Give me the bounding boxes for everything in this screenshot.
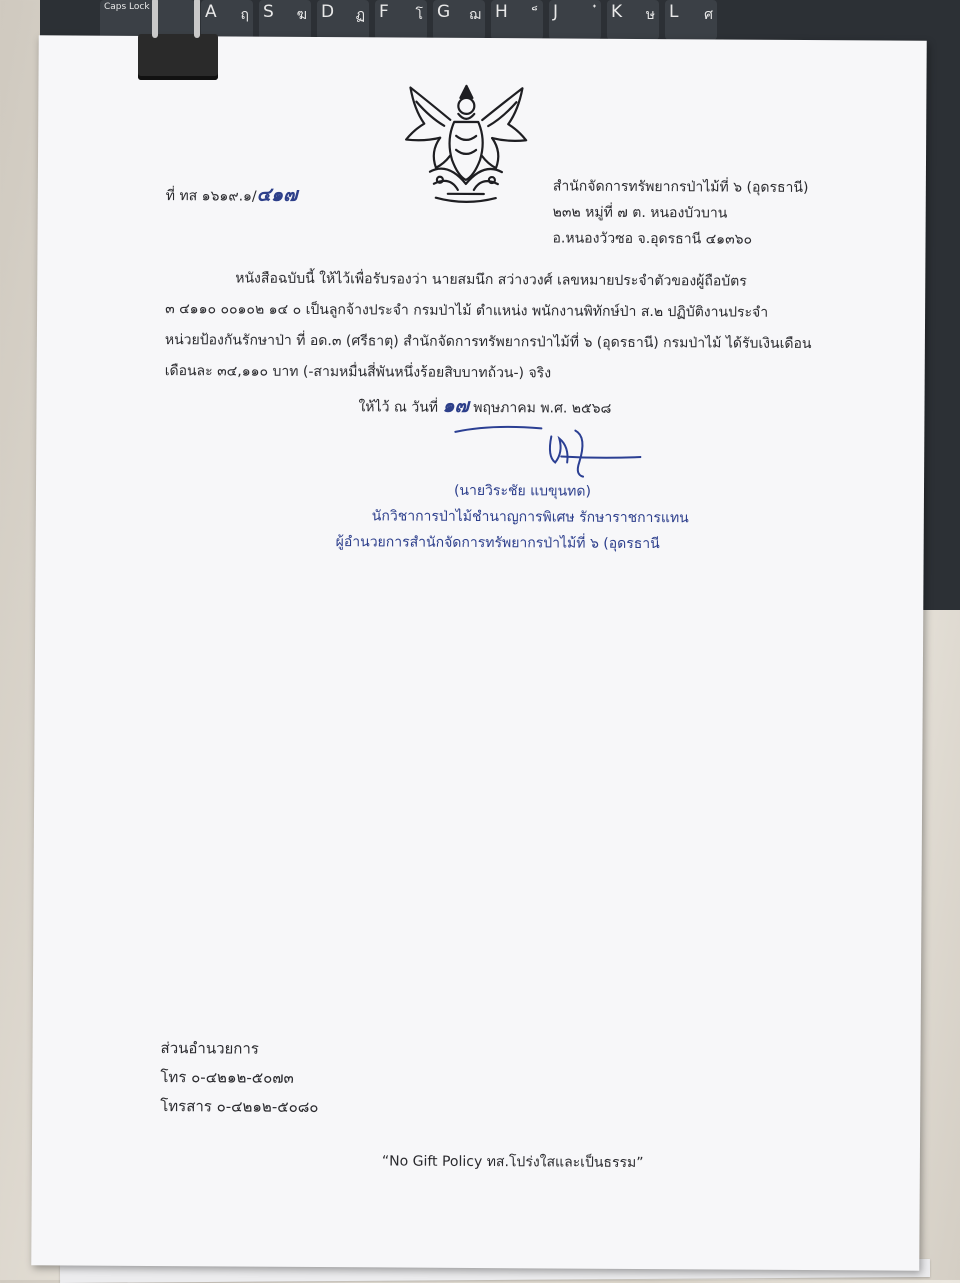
signer-name: (นายวิระชัย แบขุนทด) xyxy=(453,482,592,500)
reference-number xyxy=(166,182,298,209)
issue-date-prefix: ให้ไว้ ณ วันที่ xyxy=(358,399,443,416)
garuda-emblem-icon xyxy=(400,80,533,209)
key-label: H xyxy=(495,2,508,22)
signer-position: นักวิชาการป่าไม้ชำนาญการพิเศษ รักษาราชการแทน xyxy=(371,508,689,527)
key-label: D xyxy=(321,2,335,22)
address-line: ๒๓๒ หมู่ที่ ๗ ต. หนองบัวบาน xyxy=(552,204,728,222)
address-line: สำนักจัดการทรัพยากรป่าไม้ที่ ๖ (อุดรธานี) xyxy=(552,178,809,197)
signer-block xyxy=(336,477,716,557)
contact-block xyxy=(160,1036,319,1124)
address-line: อ.หนองวัวซอ จ.อุดรธานี ๔๑๓๖๐ xyxy=(552,230,753,248)
reference-handwritten-number: ๔๑๗ xyxy=(256,183,298,206)
contact-phone: โทร ๐-๔๒๑๒-๕๐๗๓ xyxy=(160,1068,294,1087)
signer-office: ผู้อำนวยการสำนักจัดการทรัพยากรป่าไม้ที่ ๖ (อุดรธานี xyxy=(335,534,660,553)
key-thai-label: ศ xyxy=(704,7,713,23)
key-k[interactable] xyxy=(607,0,659,40)
issue-date xyxy=(358,393,611,421)
key-thai-label: ฌ xyxy=(469,7,481,23)
reference-prefix: ที่ ทส ๑๖๑๙.๑/ xyxy=(165,188,257,205)
sender-address xyxy=(552,174,808,254)
key-label: S xyxy=(263,2,274,22)
key-label: A xyxy=(205,2,217,22)
key-thai-label: ฤ xyxy=(240,7,249,23)
key-label: L xyxy=(669,2,679,22)
key-d[interactable] xyxy=(317,0,369,40)
contact-fax: โทรสาร ๐-๔๒๑๒-๕๐๘๐ xyxy=(160,1097,319,1117)
key-thai-label: ษ xyxy=(645,7,655,23)
body-line: หน่วยป้องกันรักษาป่า ที่ อด.๓ (ศรีธาตุ) สำนักจัดการทรัพยากรป่าไม้ที่ ๖ (อุดรธานี) กรมป่าไม้ ได้รับเงินเดือน xyxy=(164,332,812,353)
issue-date-suffix: พฤษภาคม พ.ศ. ๒๕๖๘ xyxy=(468,399,612,417)
key-label: K xyxy=(611,2,623,22)
key-label: Caps Lock xyxy=(104,2,150,12)
issue-date-handwritten-day: ๑๗ xyxy=(442,394,469,417)
key-thai-label: โ xyxy=(415,7,423,23)
body-line: หนังสือฉบับนี้ ให้ไว้เพื่อรับรองว่า นายสมนึก สว่างวงศ์ เลขหมายประจำตัวของผู้ถือบัตร xyxy=(235,270,747,290)
body-line: ๓ ๔๑๑๐ ๐๐๑๐๒ ๑๔ ๐ เป็นลูกจ้างประจำ กรมป่าไม้ ตำแหน่ง พนักงานพิทักษ์ป่า ส.๒ ปฏิบัติงานประจำ xyxy=(165,301,769,321)
key-h[interactable] xyxy=(491,0,543,40)
body-line: เดือนละ ๓๔,๑๑๐ บาท (-สามหมื่นสี่พันหนึ่งร้อยสิบบาทถ้วน-) จริง xyxy=(164,363,552,382)
key-s[interactable] xyxy=(259,0,311,40)
key-label: G xyxy=(437,2,451,22)
key-label: F xyxy=(379,2,389,22)
key-l[interactable] xyxy=(665,0,717,40)
contact-division: ส่วนอำนวยการ xyxy=(160,1039,259,1058)
signature-icon xyxy=(451,422,641,479)
key-thai-label: ฆ xyxy=(296,7,307,23)
letter-page xyxy=(31,35,926,1270)
key-f[interactable] xyxy=(375,0,427,40)
no-gift-policy-footer: “No Gift Policy ทส.โปร่งใสและเป็นธรรม” xyxy=(381,1153,644,1172)
key-g[interactable] xyxy=(433,0,485,40)
letter-body xyxy=(165,266,816,394)
key-thai-label: ฏ xyxy=(355,7,365,23)
key-label: J xyxy=(553,2,559,22)
key-j[interactable] xyxy=(549,0,601,40)
binder-clip xyxy=(138,34,218,80)
